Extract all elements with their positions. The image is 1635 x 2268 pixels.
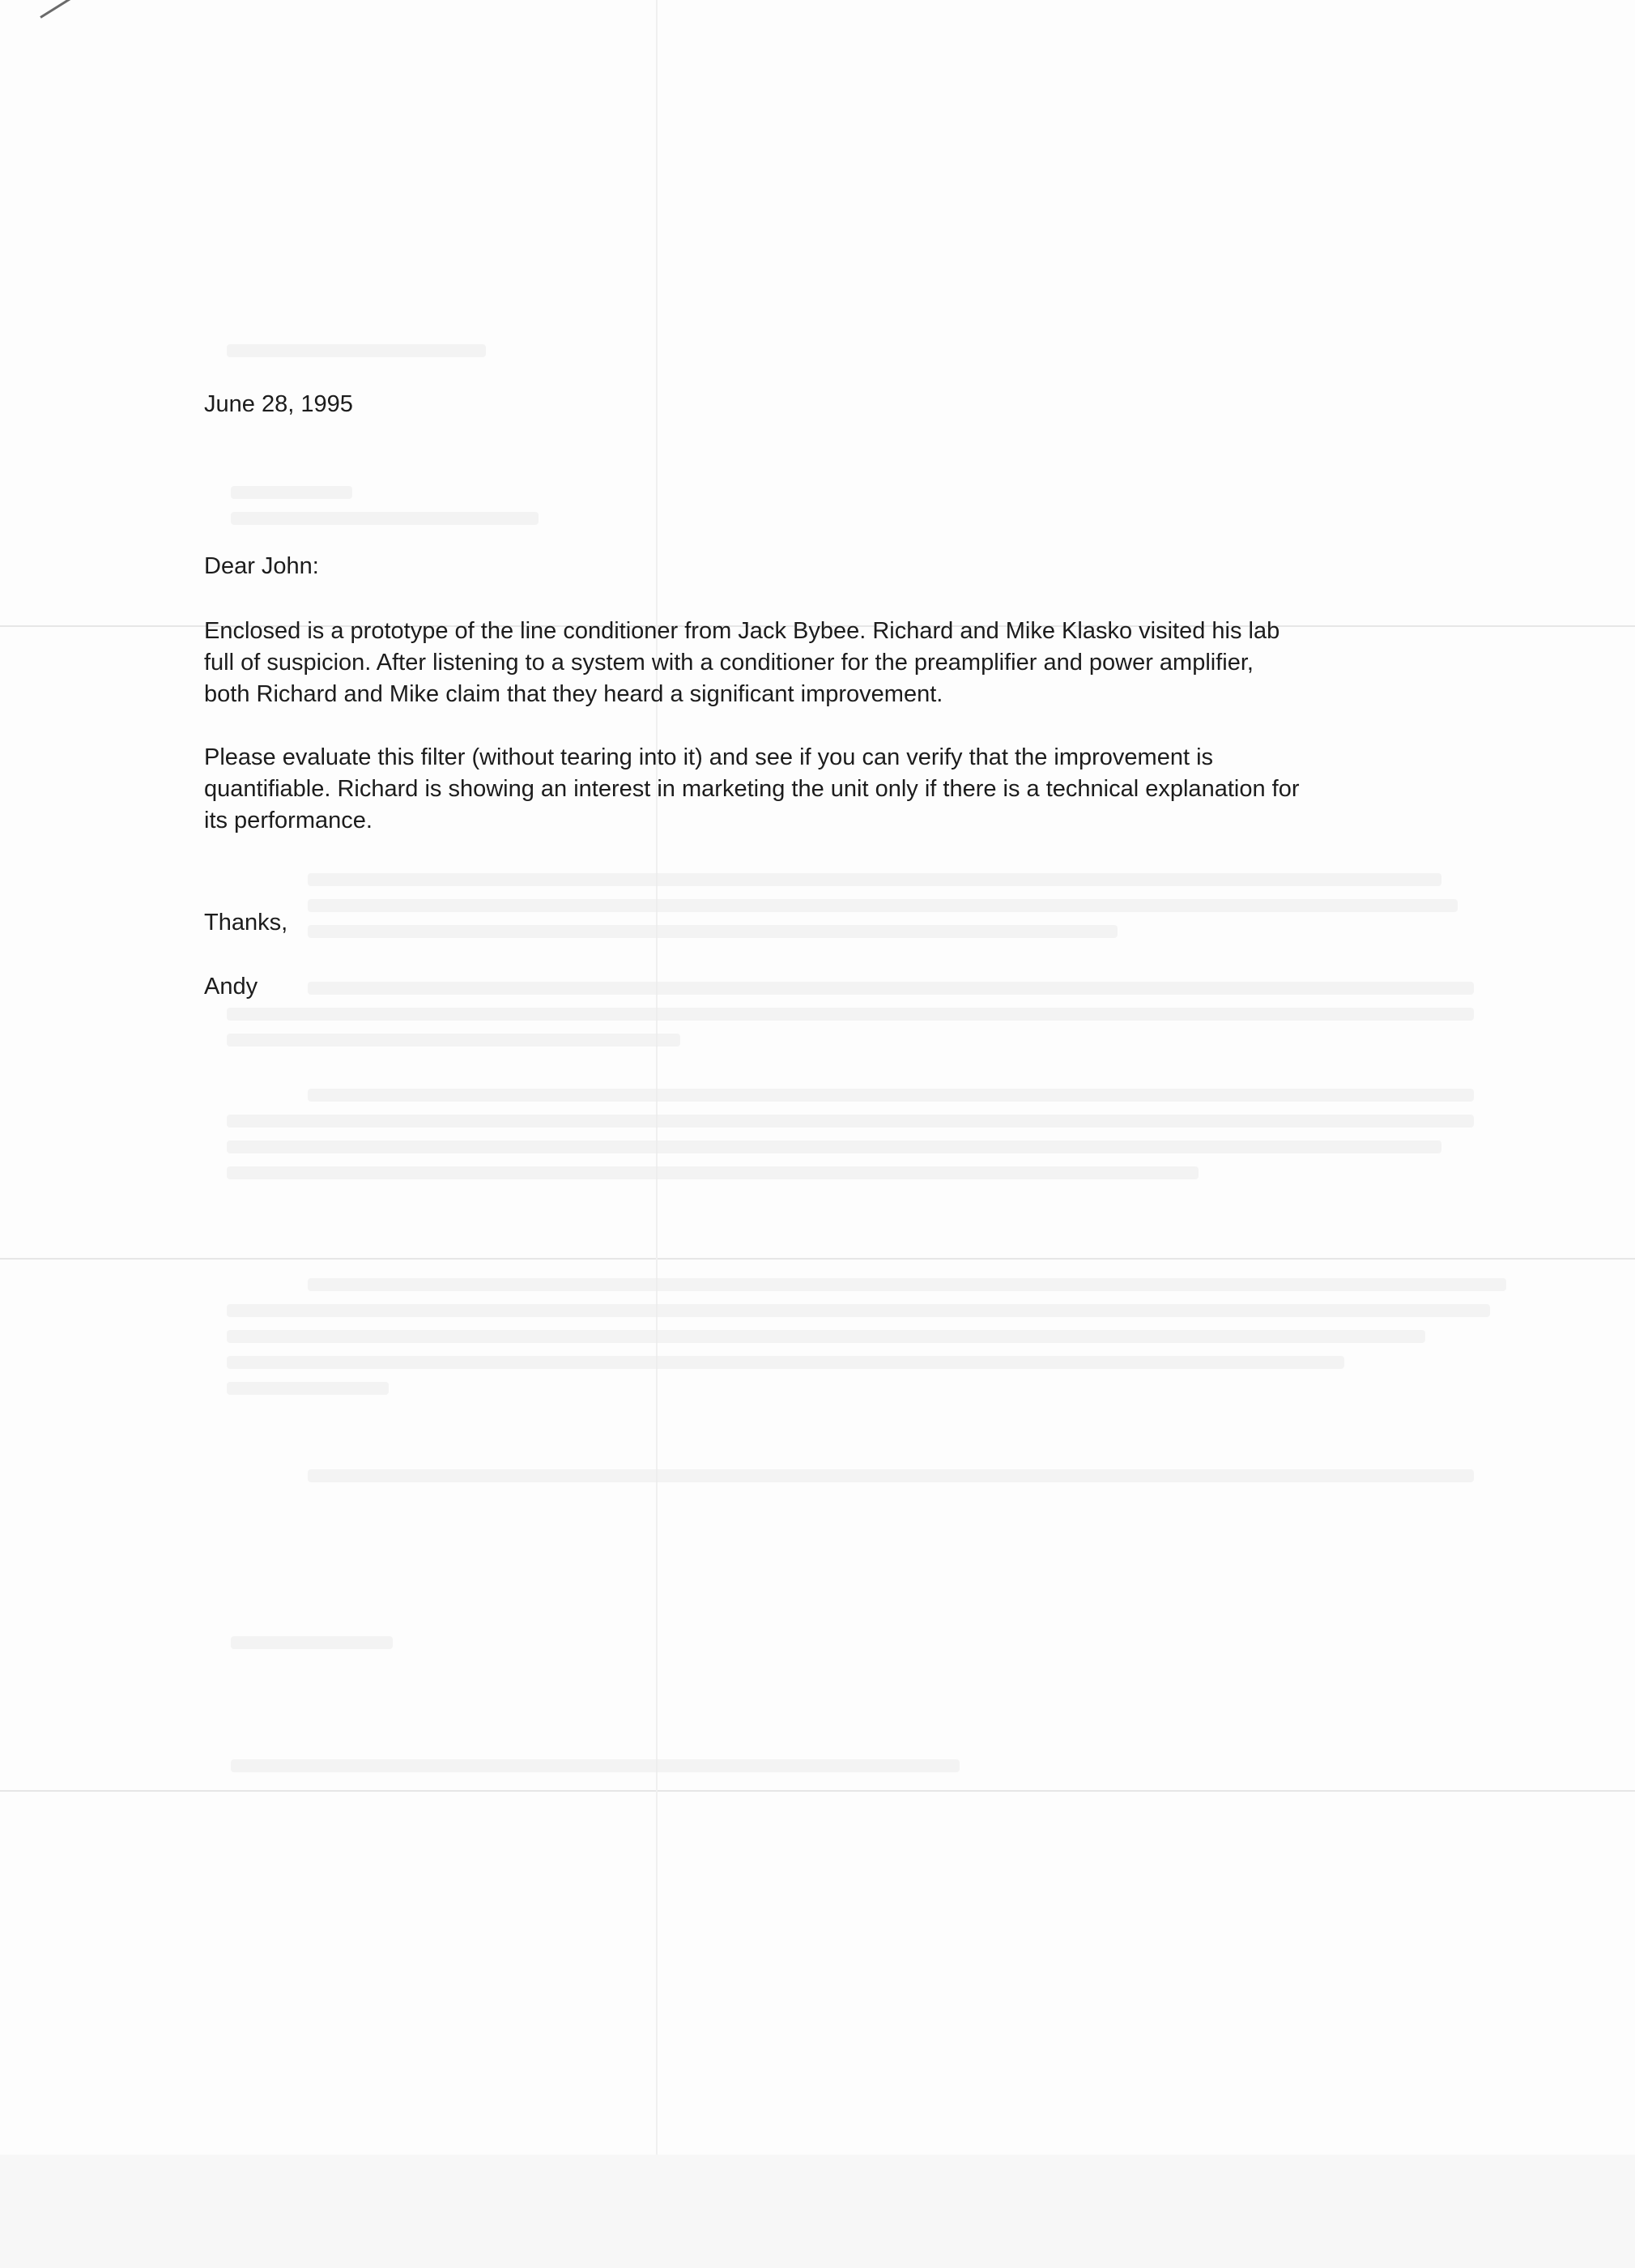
letter-date: June 28, 1995 <box>204 391 353 417</box>
bleed-through-text <box>231 1759 960 1772</box>
bleed-through-text <box>227 1115 1474 1128</box>
paragraph-2-line: its performance. <box>204 808 373 833</box>
bleed-through-text <box>231 1636 393 1649</box>
paragraph-2-line: quantifiable. Richard is showing an interest in marketing the unit only if there is a technical explanation for <box>204 776 1300 802</box>
bleed-through-text <box>308 1469 1474 1482</box>
bleed-through-text <box>308 982 1474 995</box>
scan-bottom-margin <box>0 2155 1635 2268</box>
bleed-through-text <box>308 925 1118 938</box>
bleed-through-text <box>308 899 1458 912</box>
letter-salutation: Dear John: <box>204 553 319 579</box>
bleed-through-text <box>308 1278 1506 1291</box>
bleed-through-text <box>227 1008 1474 1021</box>
letter-signature: Andy <box>204 974 258 1000</box>
paper-fold-2 <box>0 1258 1635 1260</box>
bleed-through-text <box>227 1382 389 1395</box>
staple-mark <box>40 0 117 19</box>
bleed-through-text <box>308 1089 1474 1102</box>
bleed-through-text <box>227 1034 680 1047</box>
paragraph-2-line: Please evaluate this filter (without tearing into it) and see if you can verify that the improvement is <box>204 744 1214 770</box>
bleed-through-text <box>227 1140 1441 1153</box>
bleed-through-text <box>231 512 539 525</box>
paper-crease <box>656 0 658 2155</box>
paragraph-1-line: Enclosed is a prototype of the line conditioner from Jack Bybee. Richard and Mike Klasko visited his lab <box>204 618 1280 644</box>
paper-fold-3 <box>0 1790 1635 1792</box>
bleed-through-text <box>227 1356 1344 1369</box>
bleed-through-text <box>308 873 1441 886</box>
bleed-through-text <box>227 344 486 357</box>
bleed-through-text <box>227 1304 1490 1317</box>
bleed-through-text <box>231 486 352 499</box>
letter-closing: Thanks, <box>204 910 288 936</box>
paragraph-1-line: both Richard and Mike claim that they heard a significant improvement. <box>204 681 943 707</box>
paragraph-1 <box>204 616 1467 710</box>
bleed-through-text <box>227 1330 1425 1343</box>
bleed-through-text <box>227 1166 1199 1179</box>
paragraph-2 <box>204 742 1467 837</box>
paragraph-1-line: full of suspicion. After listening to a system with a conditioner for the preamplifier and power amplifier, <box>204 650 1254 676</box>
